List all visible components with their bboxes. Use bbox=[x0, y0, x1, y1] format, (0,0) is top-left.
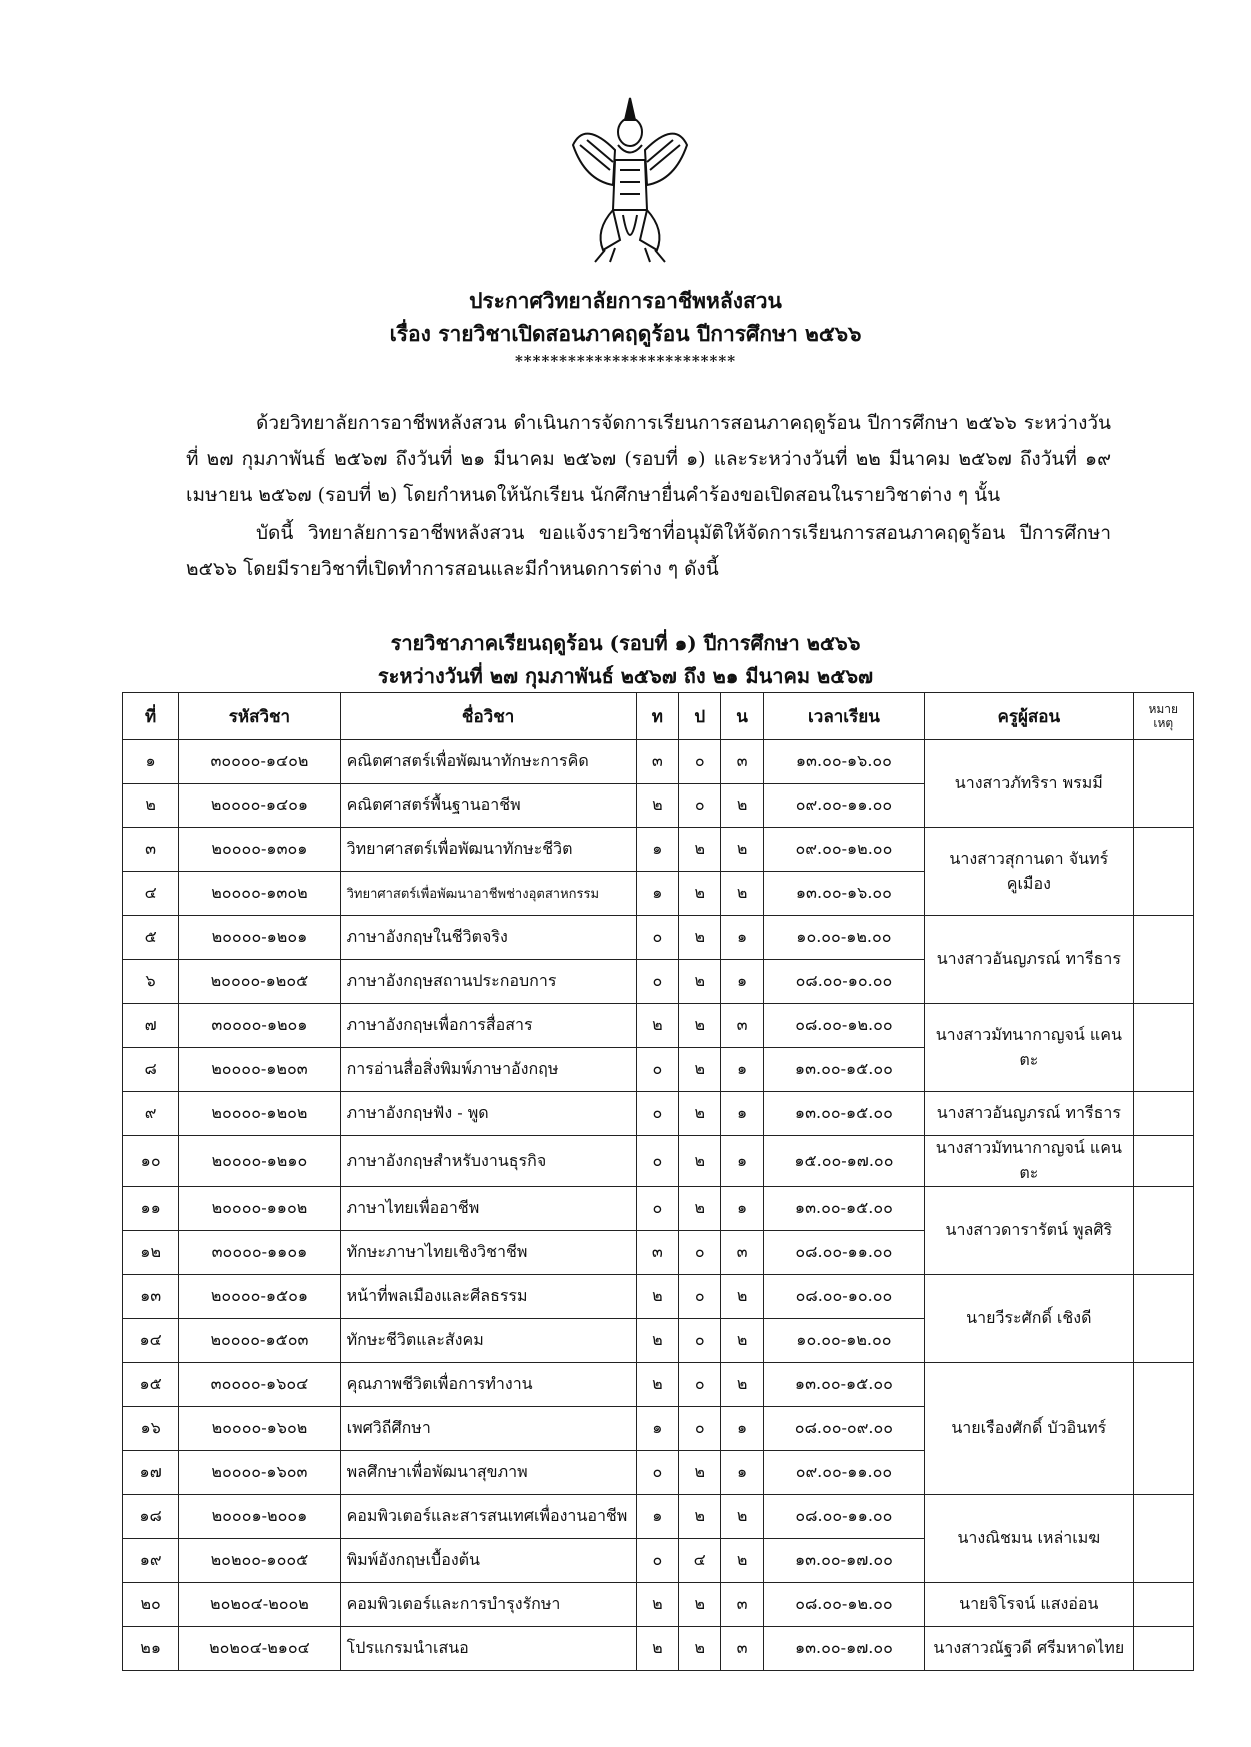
course-name: คอมพิวเตอร์และสารสนเทศเพื่องานอาชีพ bbox=[340, 1495, 636, 1539]
theory-hours: ๓ bbox=[636, 740, 678, 784]
teacher-name: นางสาวณัฐวดี ศรีมหาดไทย bbox=[925, 1627, 1134, 1671]
note-cell bbox=[1133, 828, 1193, 916]
class-time: ๑๐.๐๐-๑๒.๐๐ bbox=[763, 916, 924, 960]
course-code: ๓๐๐๐๐-๑๒๐๑ bbox=[179, 1004, 340, 1048]
announcement-title: ประกาศวิทยาลัยการอาชีพหลังสวน bbox=[469, 288, 782, 313]
teacher-name: นายเรืองศักดิ์ บัวอินทร์ bbox=[925, 1363, 1134, 1495]
note-cell bbox=[1133, 1495, 1193, 1583]
class-time: ๐๙.๐๐-๑๑.๐๐ bbox=[763, 784, 924, 828]
theory-hours: ๓ bbox=[636, 1231, 678, 1275]
class-time: ๑๓.๐๐-๑๕.๐๐ bbox=[763, 1363, 924, 1407]
note-cell bbox=[1133, 1136, 1193, 1187]
course-name: คอมพิวเตอร์และการบำรุงรักษา bbox=[340, 1583, 636, 1627]
row-number: ๒๐ bbox=[123, 1583, 179, 1627]
course-code: ๒๐๒๐๔-๒๐๐๒ bbox=[179, 1583, 340, 1627]
class-time: ๑๕.๐๐-๑๗.๐๐ bbox=[763, 1136, 924, 1187]
teacher-name: นางสาวมัทนากาญจน์ แคนตะ bbox=[925, 1004, 1134, 1092]
course-name: ภาษาอังกฤษสำหรับงานธุรกิจ bbox=[340, 1136, 636, 1187]
course-code: ๒๐๐๐๐-๑๑๐๒ bbox=[179, 1187, 340, 1231]
class-time: ๑๐.๐๐-๑๒.๐๐ bbox=[763, 1319, 924, 1363]
row-number: ๑๗ bbox=[123, 1451, 179, 1495]
row-number: ๑๒ bbox=[123, 1231, 179, 1275]
header-credits: น bbox=[721, 693, 763, 740]
class-time: ๑๓.๐๐-๑๗.๐๐ bbox=[763, 1627, 924, 1671]
course-code: ๒๐๐๐๐-๑๖๐๓ bbox=[179, 1451, 340, 1495]
row-number: ๑๙ bbox=[123, 1539, 179, 1583]
course-name: ทักษะภาษาไทยเชิงวิชาชีพ bbox=[340, 1231, 636, 1275]
table-row bbox=[123, 1004, 1194, 1048]
credits: ๒ bbox=[721, 1363, 763, 1407]
note-cell bbox=[1133, 1275, 1193, 1363]
header-code: รหัสวิชา bbox=[179, 693, 340, 740]
course-name: ภาษาไทยเพื่ออาชีพ bbox=[340, 1187, 636, 1231]
class-time: ๑๓.๐๐-๑๕.๐๐ bbox=[763, 1048, 924, 1092]
course-name: ภาษาอังกฤษสถานประกอบการ bbox=[340, 960, 636, 1004]
theory-hours: ๒ bbox=[636, 1275, 678, 1319]
row-number: ๑๖ bbox=[123, 1407, 179, 1451]
theory-hours: ๐ bbox=[636, 1136, 678, 1187]
practice-hours: ๐ bbox=[679, 1319, 721, 1363]
course-name: ภาษาอังกฤษในชีวิตจริง bbox=[340, 916, 636, 960]
row-number: ๒ bbox=[123, 784, 179, 828]
table-row bbox=[123, 740, 1194, 784]
credits: ๒ bbox=[721, 784, 763, 828]
header-name: ชื่อวิชา bbox=[340, 693, 636, 740]
credits: ๓ bbox=[721, 740, 763, 784]
credits: ๓ bbox=[721, 1627, 763, 1671]
practice-hours: ๒ bbox=[679, 1627, 721, 1671]
course-name: โปรแกรมนำเสนอ bbox=[340, 1627, 636, 1671]
course-code: ๒๐๐๐๑-๒๐๐๑ bbox=[179, 1495, 340, 1539]
course-name: วิทยาศาสตร์เพื่อพัฒนาอาชีพช่างอุตสาหกรรม bbox=[340, 872, 636, 916]
class-time: ๑๓.๐๐-๑๕.๐๐ bbox=[763, 1187, 924, 1231]
practice-hours: ๐ bbox=[679, 1231, 721, 1275]
row-number: ๑๘ bbox=[123, 1495, 179, 1539]
credits: ๒ bbox=[721, 1495, 763, 1539]
course-code: ๒๐๐๐๐-๑๒๐๓ bbox=[179, 1048, 340, 1092]
header-theory: ท bbox=[636, 693, 678, 740]
practice-hours: ๒ bbox=[679, 960, 721, 1004]
credits: ๒ bbox=[721, 1275, 763, 1319]
theory-hours: ๒ bbox=[636, 1627, 678, 1671]
row-number: ๔ bbox=[123, 872, 179, 916]
header-note: หมาย เหตุ bbox=[1133, 693, 1193, 740]
row-number: ๑๐ bbox=[123, 1136, 179, 1187]
theory-hours: ๒ bbox=[636, 1319, 678, 1363]
note-cell bbox=[1133, 1627, 1193, 1671]
credits: ๒ bbox=[721, 1539, 763, 1583]
credits: ๑ bbox=[721, 960, 763, 1004]
practice-hours: ๒ bbox=[679, 828, 721, 872]
class-time: ๐๙.๐๐-๑๑.๐๐ bbox=[763, 1451, 924, 1495]
row-number: ๑๓ bbox=[123, 1275, 179, 1319]
theory-hours: ๑ bbox=[636, 1495, 678, 1539]
practice-hours: ๔ bbox=[679, 1539, 721, 1583]
credits: ๒ bbox=[721, 828, 763, 872]
class-time: ๑๓.๐๐-๑๕.๐๐ bbox=[763, 1092, 924, 1136]
course-name: คณิตศาสตร์พื้นฐานอาชีพ bbox=[340, 784, 636, 828]
course-code: ๒๐๐๐๐-๑๕๐๑ bbox=[179, 1275, 340, 1319]
course-code: ๓๐๐๐๐-๑๖๐๔ bbox=[179, 1363, 340, 1407]
row-number: ๗ bbox=[123, 1004, 179, 1048]
teacher-name: นางสาวอันญภรณ์ ทารีธาร bbox=[925, 1092, 1134, 1136]
note-cell bbox=[1133, 1583, 1193, 1627]
course-name: ภาษาอังกฤษฟัง - พูด bbox=[340, 1092, 636, 1136]
course-code: ๓๐๐๐๐-๑๑๐๑ bbox=[179, 1231, 340, 1275]
note-cell bbox=[1133, 740, 1193, 828]
class-time: ๐๘.๐๐-๑๒.๐๐ bbox=[763, 1583, 924, 1627]
table-row bbox=[123, 1187, 1194, 1231]
course-code: ๒๐๐๐๐-๑๒๑๐ bbox=[179, 1136, 340, 1187]
credits: ๑ bbox=[721, 1187, 763, 1231]
practice-hours: ๒ bbox=[679, 1451, 721, 1495]
credits: ๓ bbox=[721, 1004, 763, 1048]
course-name: เพศวิถีศึกษา bbox=[340, 1407, 636, 1451]
teacher-name: นางสาวสุกานดา จันทร์คูเมือง bbox=[925, 828, 1134, 916]
class-time: ๐๘.๐๐-๑๐.๐๐ bbox=[763, 1275, 924, 1319]
note-cell bbox=[1133, 1187, 1193, 1275]
class-time: ๐๘.๐๐-๑๑.๐๐ bbox=[763, 1231, 924, 1275]
course-name: หน้าที่พลเมืองและศีลธรรม bbox=[340, 1275, 636, 1319]
section-date-range: ระหว่างวันที่ ๒๗ กุมภาพันธ์ ๒๕๖๗ ถึง ๒๑ มีนาคม ๒๕๖๗ bbox=[377, 664, 874, 688]
note-cell bbox=[1133, 1363, 1193, 1495]
practice-hours: ๒ bbox=[679, 1004, 721, 1048]
class-time: ๐๙.๐๐-๑๒.๐๐ bbox=[763, 828, 924, 872]
table-row bbox=[123, 1495, 1194, 1539]
theory-hours: ๒ bbox=[636, 1004, 678, 1048]
class-time: ๐๘.๐๐-๑๑.๐๐ bbox=[763, 1495, 924, 1539]
row-number: ๓ bbox=[123, 828, 179, 872]
theory-hours: ๒ bbox=[636, 784, 678, 828]
course-code: ๒๐๐๐๐-๑๒๐๑ bbox=[179, 916, 340, 960]
note-cell bbox=[1133, 1004, 1193, 1092]
row-number: ๘ bbox=[123, 1048, 179, 1092]
course-code: ๒๐๐๐๐-๑๒๐๒ bbox=[179, 1092, 340, 1136]
practice-hours: ๐ bbox=[679, 784, 721, 828]
row-number: ๑๕ bbox=[123, 1363, 179, 1407]
row-number: ๑๔ bbox=[123, 1319, 179, 1363]
header-no: ที่ bbox=[123, 693, 179, 740]
section-title: รายวิชาภาคเรียนฤดูร้อน (รอบที่ ๑) ปีการศึกษา ๒๕๖๖ bbox=[390, 631, 861, 655]
course-code: ๒๐๐๐๐-๑๕๐๓ bbox=[179, 1319, 340, 1363]
table-row bbox=[123, 1363, 1194, 1407]
row-number: ๒๑ bbox=[123, 1627, 179, 1671]
practice-hours: ๒ bbox=[679, 916, 721, 960]
row-number: ๑ bbox=[123, 740, 179, 784]
row-number: ๙ bbox=[123, 1092, 179, 1136]
header-practice: ป bbox=[679, 693, 721, 740]
course-name: การอ่านสื่อสิ่งพิมพ์ภาษาอังกฤษ bbox=[340, 1048, 636, 1092]
theory-hours: ๑ bbox=[636, 1407, 678, 1451]
announcement-subject: เรื่อง รายวิชาเปิดสอนภาคฤดูร้อน ปีการศึกษา ๒๕๖๖ bbox=[389, 321, 862, 346]
theory-hours: ๑ bbox=[636, 828, 678, 872]
course-code: ๒๐๒๐๐-๑๐๐๕ bbox=[179, 1539, 340, 1583]
course-name: ทักษะชีวิตและสังคม bbox=[340, 1319, 636, 1363]
theory-hours: ๐ bbox=[636, 1187, 678, 1231]
teacher-name: นางสาวอันญภรณ์ ทารีธาร bbox=[925, 916, 1134, 1004]
practice-hours: ๒ bbox=[679, 1495, 721, 1539]
practice-hours: ๒ bbox=[679, 1048, 721, 1092]
course-code: ๒๐๐๐๐-๑๒๐๕ bbox=[179, 960, 340, 1004]
credits: ๑ bbox=[721, 916, 763, 960]
credits: ๓ bbox=[721, 1231, 763, 1275]
teacher-name: นางสาวมัทนากาญจน์ แคนตะ bbox=[925, 1136, 1134, 1187]
row-number: ๖ bbox=[123, 960, 179, 1004]
theory-hours: ๐ bbox=[636, 960, 678, 1004]
class-time: ๑๓.๐๐-๑๗.๐๐ bbox=[763, 1539, 924, 1583]
teacher-name: นางณิชมน เหล่าเมฆ bbox=[925, 1495, 1134, 1583]
credits: ๒ bbox=[721, 872, 763, 916]
practice-hours: ๐ bbox=[679, 1363, 721, 1407]
course-name: วิทยาศาสตร์เพื่อพัฒนาทักษะชีวิต bbox=[340, 828, 636, 872]
course-code: ๒๐๐๐๐-๑๔๐๑ bbox=[179, 784, 340, 828]
teacher-name: นางสาวดารารัตน์ พูลศิริ bbox=[925, 1187, 1134, 1275]
course-name: คุณภาพชีวิตเพื่อการทำงาน bbox=[340, 1363, 636, 1407]
garuda-emblem bbox=[565, 90, 695, 265]
theory-hours: ๐ bbox=[636, 916, 678, 960]
header-teacher: ครูผู้สอน bbox=[925, 693, 1134, 740]
practice-hours: ๒ bbox=[679, 1092, 721, 1136]
teacher-name: นางสาวภัทริรา พรมมี bbox=[925, 740, 1134, 828]
table-row bbox=[123, 1583, 1194, 1627]
table-row bbox=[123, 1627, 1194, 1671]
practice-hours: ๐ bbox=[679, 740, 721, 784]
credits: ๑ bbox=[721, 1451, 763, 1495]
credits: ๓ bbox=[721, 1583, 763, 1627]
announcement-paragraph: บัดนี้ วิทยาลัยการอาชีพหลังสวน ขอแจ้งรายวิชาที่อนุมัติให้จัดการเรียนการสอนภาคฤดูร้อน ปีการศึกษา ๒๕๖๖ โดยมีรายวิชาที่เปิดทำการสอนและมีกำหนดการต่าง ๆ ดังนี้ bbox=[186, 522, 1111, 580]
course-name: ภาษาอังกฤษเพื่อการสื่อสาร bbox=[340, 1004, 636, 1048]
theory-hours: ๐ bbox=[636, 1451, 678, 1495]
theory-hours: ๑ bbox=[636, 872, 678, 916]
table-row bbox=[123, 1275, 1194, 1319]
practice-hours: ๒ bbox=[679, 1187, 721, 1231]
class-time: ๑๓.๐๐-๑๖.๐๐ bbox=[763, 872, 924, 916]
course-name: คณิตศาสตร์เพื่อพัฒนาทักษะการคิด bbox=[340, 740, 636, 784]
row-number: ๕ bbox=[123, 916, 179, 960]
class-time: ๐๘.๐๐-๐๙.๐๐ bbox=[763, 1407, 924, 1451]
title-separator: ************************* bbox=[514, 352, 737, 370]
course-table bbox=[122, 692, 1194, 1671]
teacher-name: นายวีระศักดิ์ เชิงดี bbox=[925, 1275, 1134, 1363]
note-cell bbox=[1133, 916, 1193, 1004]
intro-paragraph: ด้วยวิทยาลัยการอาชีพหลังสวน ดำเนินการจัดการเรียนการสอนภาคฤดูร้อน ปีการศึกษา ๒๕๖๖ ระหว่างวันที่ ๒๗ กุมภาพันธ์ ๒๕๖๗ ถึงวันที่ ๒๑ มีนาคม ๒๕๖๗ (รอบที่ ๑) และระหว่างวันที่ ๒๒ มีนาคม ๒๕๖๗ ถึงวันที่ ๑๙ เมษายน ๒๕๖๗ (รอบที่ ๒) โดยกำหนดให้นักเรียน นักศึกษายื่นคำร้องขอเปิดสอนในรายวิชาต่าง ๆ นั้น bbox=[186, 412, 1111, 506]
row-number: ๑๑ bbox=[123, 1187, 179, 1231]
class-time: ๐๘.๐๐-๑๒.๐๐ bbox=[763, 1004, 924, 1048]
credits: ๒ bbox=[721, 1319, 763, 1363]
theory-hours: ๐ bbox=[636, 1048, 678, 1092]
course-name: พิมพ์อังกฤษเบื้องต้น bbox=[340, 1539, 636, 1583]
theory-hours: ๒ bbox=[636, 1583, 678, 1627]
practice-hours: ๒ bbox=[679, 872, 721, 916]
table-row bbox=[123, 1136, 1194, 1187]
theory-hours: ๐ bbox=[636, 1092, 678, 1136]
course-name: พลศึกษาเพื่อพัฒนาสุขภาพ bbox=[340, 1451, 636, 1495]
credits: ๑ bbox=[721, 1136, 763, 1187]
table-row bbox=[123, 828, 1194, 872]
credits: ๑ bbox=[721, 1092, 763, 1136]
credits: ๑ bbox=[721, 1407, 763, 1451]
teacher-name: นายจิโรจน์ แสงอ่อน bbox=[925, 1583, 1134, 1627]
practice-hours: ๒ bbox=[679, 1136, 721, 1187]
practice-hours: ๐ bbox=[679, 1275, 721, 1319]
course-code: ๒๐๐๐๐-๑๓๐๑ bbox=[179, 828, 340, 872]
note-cell bbox=[1133, 1092, 1193, 1136]
course-code: ๒๐๐๐๐-๑๖๐๒ bbox=[179, 1407, 340, 1451]
course-code: ๓๐๐๐๐-๑๔๐๒ bbox=[179, 740, 340, 784]
class-time: ๐๘.๐๐-๑๐.๐๐ bbox=[763, 960, 924, 1004]
header-time: เวลาเรียน bbox=[763, 693, 924, 740]
practice-hours: ๒ bbox=[679, 1583, 721, 1627]
course-code: ๒๐๒๐๔-๒๑๐๔ bbox=[179, 1627, 340, 1671]
table-header-row bbox=[123, 693, 1194, 740]
class-time: ๑๓.๐๐-๑๖.๐๐ bbox=[763, 740, 924, 784]
course-code: ๒๐๐๐๐-๑๓๐๒ bbox=[179, 872, 340, 916]
table-row bbox=[123, 1092, 1194, 1136]
theory-hours: ๒ bbox=[636, 1363, 678, 1407]
table-row bbox=[123, 916, 1194, 960]
theory-hours: ๐ bbox=[636, 1539, 678, 1583]
practice-hours: ๐ bbox=[679, 1407, 721, 1451]
credits: ๑ bbox=[721, 1048, 763, 1092]
